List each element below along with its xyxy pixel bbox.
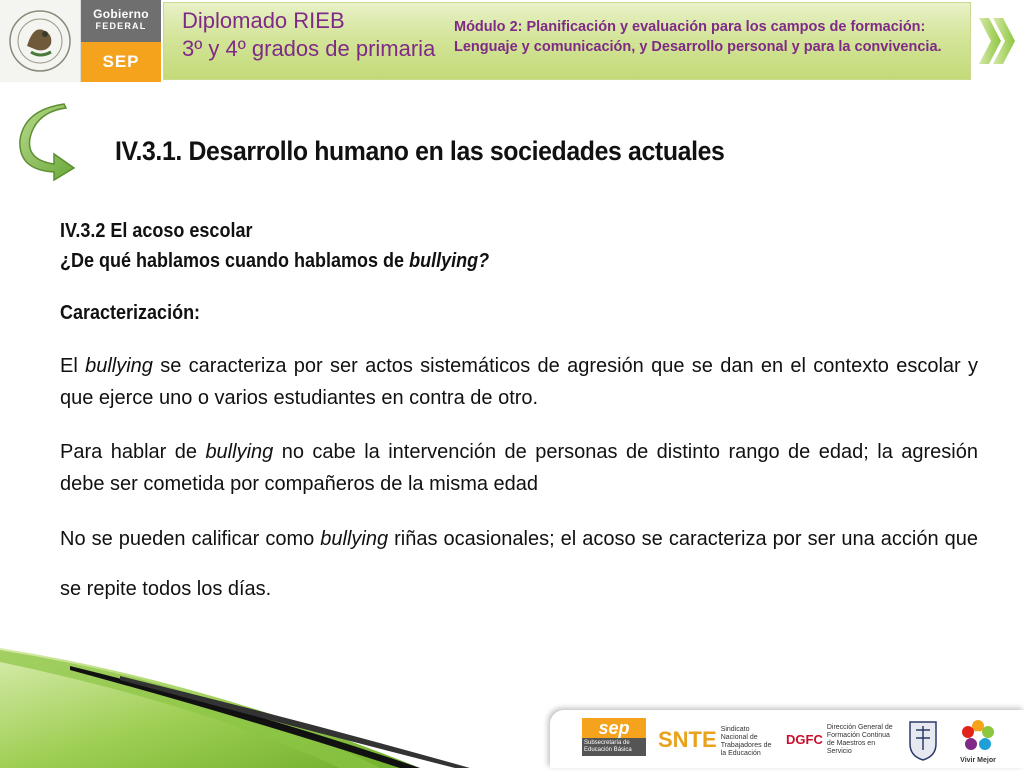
federal-text: FEDERAL	[95, 21, 147, 31]
sep-basica-logo	[582, 718, 646, 762]
paragraph-3	[60, 514, 978, 614]
question	[60, 246, 886, 276]
caracterizacion-heading: Caracterización:	[60, 302, 201, 324]
footer-logos	[550, 710, 1024, 768]
p2-start: Para hablar de	[60, 441, 206, 463]
header	[0, 0, 1024, 82]
vivir-mejor-flower-icon	[960, 718, 996, 752]
course-banner	[163, 2, 971, 80]
dgfc-logo	[786, 718, 896, 762]
paragraph-1	[60, 350, 978, 414]
p3-emphasis: bullying	[320, 528, 389, 550]
snte-description: Sindicato Nacional de Trabajadores de la Educación	[720, 726, 772, 757]
diplomado-title	[182, 7, 435, 63]
modulo-title	[454, 17, 942, 57]
curved-arrow-icon	[14, 102, 84, 182]
sep-sub-text: Subsecretaría de Educación Básica	[582, 738, 646, 756]
diplomado-line1: Diplomado RIEB	[182, 8, 345, 33]
modulo-line2: Lenguaje y comunicación, y Desarrollo personal y para la convivencia.	[454, 39, 942, 55]
question-text: ¿De qué hablamos cuando hablamos de	[60, 250, 410, 272]
content-body	[60, 216, 978, 614]
mexican-seal-icon	[0, 0, 81, 82]
sep-logo-text: sep	[582, 718, 646, 738]
p3-start: No se pueden calificar como	[60, 528, 321, 550]
snte-text: SNTE	[658, 727, 717, 752]
diplomado-line2: 3º y 4º grados de primaria	[182, 36, 436, 61]
gobierno-text: Gobierno	[93, 7, 149, 21]
p3-rest: riñas ocasionales; el acoso se caracteriza por ser una acción que se repite todos los días.	[60, 528, 978, 600]
green-swoosh-decoration	[0, 640, 560, 768]
modulo-line1: Módulo 2: Planificación y evaluación para los campos de formación:	[454, 19, 926, 35]
chevron-icon	[975, 6, 1021, 76]
gobierno-federal-label	[81, 0, 161, 42]
page-title: IV.3.1. Desarrollo humano en las sociedades actuales	[115, 136, 725, 166]
paragraph-2	[60, 436, 978, 500]
dgfc-description: Dirección General de Formación Continua de Maestros en Servicio	[826, 724, 893, 755]
p1-emphasis: bullying	[85, 355, 153, 377]
p1-rest: se caracteriza por ser actos sistemáticos de agresión que se dan en el contexto escolar y que ejerce uno o varios estudiantes en contra de otro.	[60, 355, 978, 409]
p2-emphasis: bullying	[205, 441, 274, 463]
sep-label: SEP	[81, 42, 161, 82]
unam-crest-icon	[906, 718, 940, 762]
p2-rest: no cabe la intervención de personas de distinto rango de edad; la agresión debe ser cometida por compañeros de la misma edad	[60, 441, 978, 495]
dgfc-text: DGFC	[786, 732, 823, 747]
question-emphasis: bullying?	[409, 250, 490, 272]
p1-start: El	[60, 355, 86, 377]
vivir-mejor-text: Vivir Mejor	[960, 757, 996, 764]
snte-logo	[658, 718, 778, 762]
subheading: IV.3.2 El acoso escolar	[60, 220, 253, 242]
vivir-mejor-logo	[956, 718, 1000, 762]
gobierno-federal-sep-logo	[81, 0, 161, 82]
